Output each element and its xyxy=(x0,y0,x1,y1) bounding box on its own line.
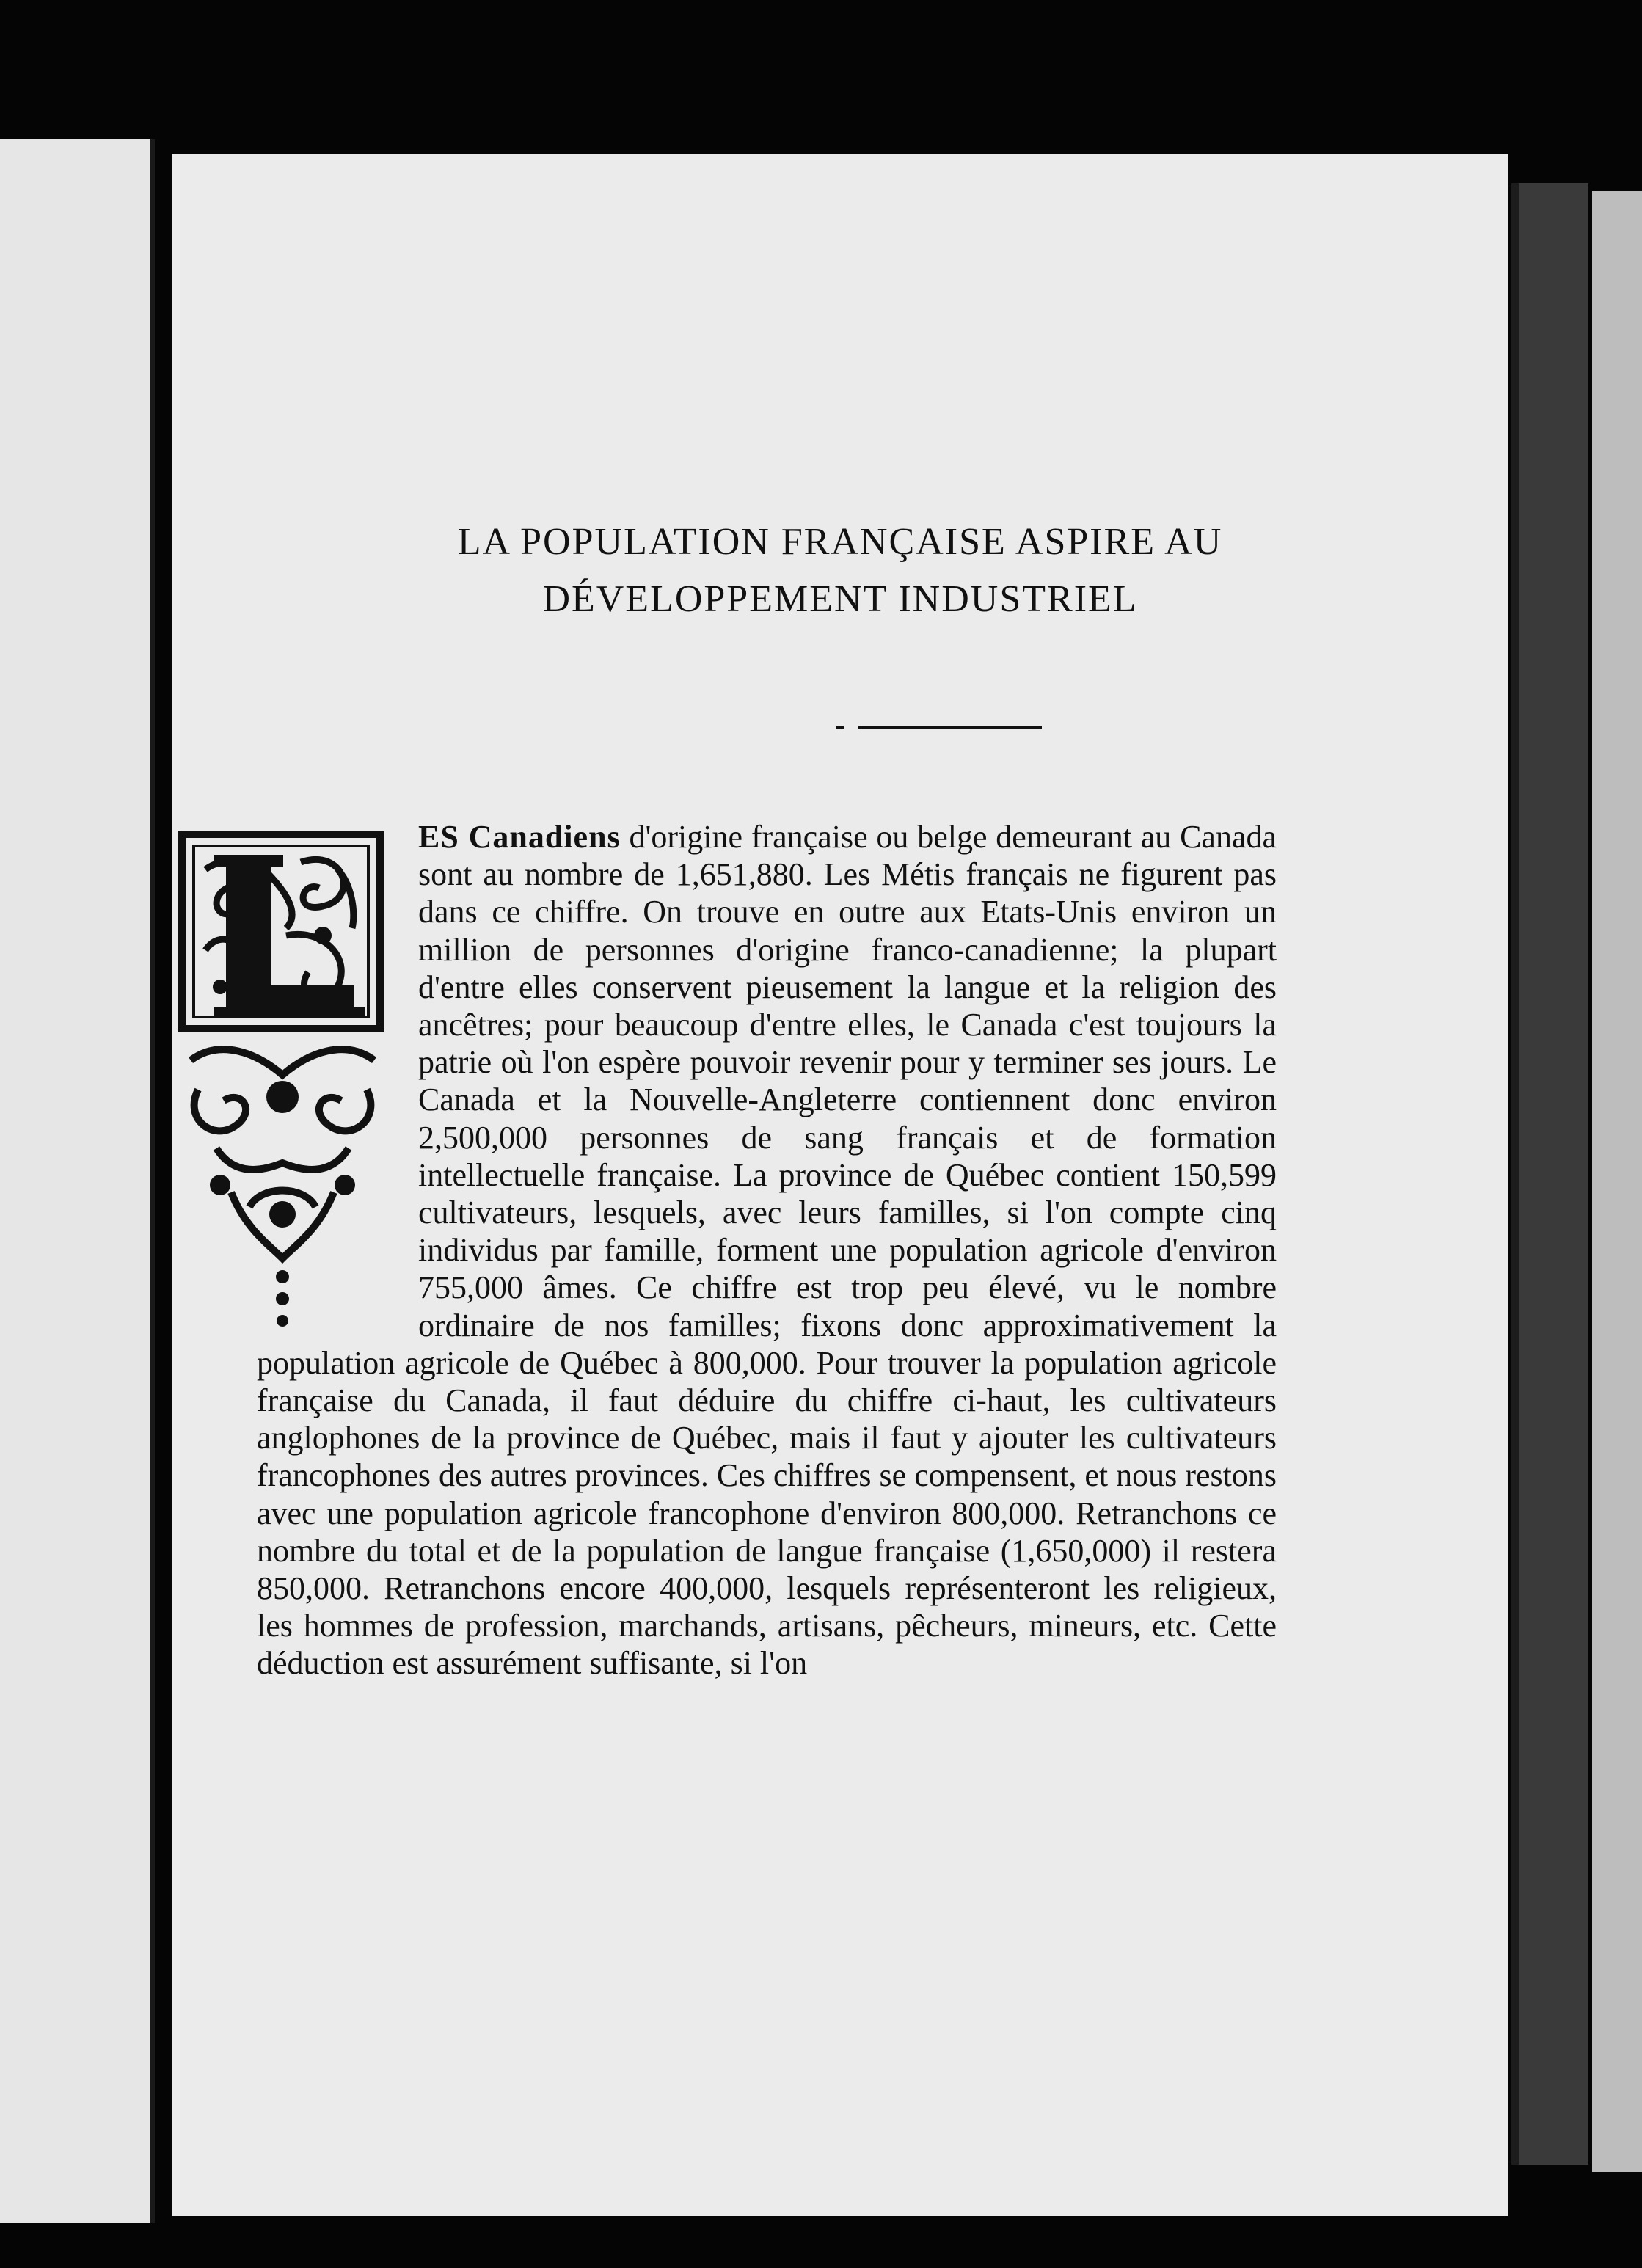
chapter-title-line-1: LA POPULATION FRANÇAISE ASPIRE AU xyxy=(457,521,1223,563)
lead-words: ES Canadiens xyxy=(418,819,621,855)
title-separator-rule xyxy=(858,726,1042,729)
book-page xyxy=(172,154,1508,2216)
chapter-title xyxy=(172,514,1508,628)
body-text: d'origine française ou belge demeurant au Canada sont au nombre de 1,651,880. Les Métis français ne figurent pas dans ce chiffre. On trouve en outre aux Etats-Unis environ un million de personnes d'origine franco-canadienne; la plupart d'entre elles conservent pieusement la langue et la religion des ancêtres; pour beaucoup d'entre elles, le Canada c'est toujours la patrie où l'on espère pouvoir revenir pour y terminer ses jours. Le Canada et la Nouvelle-Angleterre contiennent donc environ 2,500,000 personnes de sang français et de formation intellectuelle française. La province de Québec contient 150,599 cultivateurs, lesquels, avec leurs familles, si l'on compte cinq individus par famille, forment une population agricole d'environ 755,000 âmes. Ce chiffre est trop peu élevé, vu le nombre ordinaire de nos familles; fixons donc approximativement la population agricole de Québec à 800,000. Pour trouver la population agricole française du Canada, il faut déduire du chiffre ci-haut, les cultivateurs anglophones de la province de Québec, mais il faut y ajouter les cultivateurs francophones des autres provinces. Ces chiffres se compensent, et nous restons avec une population agricole francophone d'environ 800,000. Retranchons ce nombre du total et de la population de langue française (1,650,000) il restera 850,000. Retranchons encore 400,000, lesquels représenteront les religieux, les hommes de profession, marchands, artisans, pêcheurs, mineurs, etc. Cette déduction est assurément suffisante, si l'on xyxy=(257,819,1277,1682)
book-binding-edge xyxy=(1511,183,1588,2165)
ornamental-dropcap-illustration xyxy=(176,818,389,1339)
chapter-title-line-2: DÉVELOPPEMENT INDUSTRIEL xyxy=(542,578,1138,620)
ornamental-dropcap xyxy=(176,818,389,1339)
adjacent-page-right xyxy=(1592,191,1642,2172)
body-paragraph xyxy=(257,818,1277,1682)
adjacent-page-left xyxy=(0,139,155,2223)
